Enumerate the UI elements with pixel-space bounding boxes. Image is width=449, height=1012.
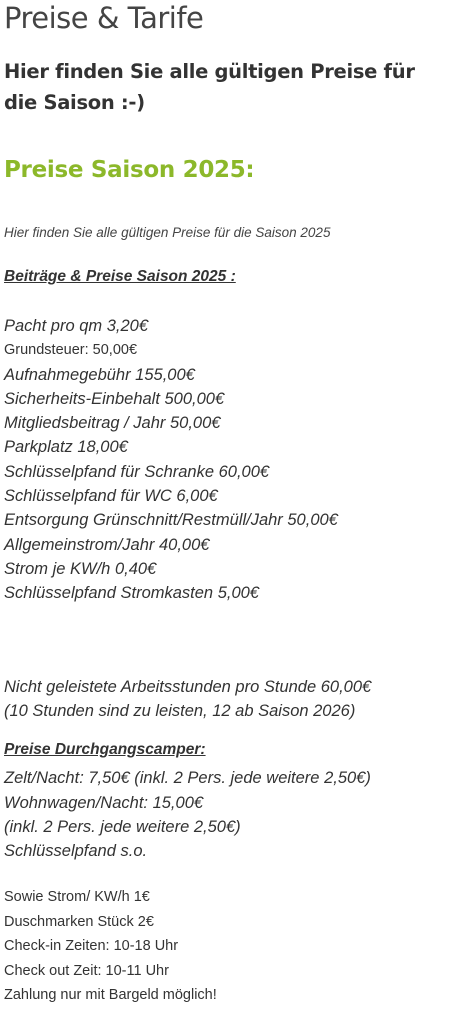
list-item: Allgemeinstrom/Jahr 40,00€ bbox=[4, 535, 210, 554]
fees-heading: Beiträge & Preise Saison 2025 : bbox=[4, 268, 236, 285]
work-hours-list bbox=[4, 675, 371, 724]
list-item: Zahlung nur mit Bargeld möglich! bbox=[4, 987, 217, 1003]
page-title: Preise & Tarife bbox=[4, 1, 204, 35]
list-item: (10 Stunden sind zu leisten, 12 ab Saison 2026) bbox=[4, 702, 356, 721]
list-item: Grundsteuer: 50,00€ bbox=[4, 342, 138, 359]
camper-extra-list bbox=[4, 885, 217, 1008]
list-item: Wohnwagen/Nacht: 15,00€ bbox=[4, 793, 204, 812]
list-item: Sicherheits-Einbehalt 500,00€ bbox=[4, 389, 225, 408]
camper-list bbox=[4, 742, 371, 863]
season-heading: Preise Saison 2025: bbox=[4, 157, 255, 183]
list-item: Aufnahmegebühr 155,00€ bbox=[4, 365, 195, 384]
list-item: Duschmarken Stück 2€ bbox=[4, 913, 154, 930]
list-item: Check out Zeit: 10-11 Uhr bbox=[4, 962, 169, 979]
list-item: Nicht geleistete Arbeitsstunden pro Stunde 60,00€ bbox=[4, 678, 372, 696]
list-item: Schlüsselpfand Stromkasten 5,00€ bbox=[4, 584, 259, 603]
list-item: Schlüsselpfand für Schranke 60,00€ bbox=[4, 462, 270, 481]
list-item: Strom je KW/h 0,40€ bbox=[4, 559, 157, 578]
list-item: Check-in Zeiten: 10-18 Uhr bbox=[4, 938, 179, 954]
lead-text: Hier finden Sie alle gültigen Preise für die Saison 2025 bbox=[4, 225, 331, 240]
intro-text: Hier finden Sie alle gültigen Preise für die Saison :-) bbox=[4, 60, 415, 114]
list-item: Schlüsselpfand für WC 6,00€ bbox=[4, 487, 218, 506]
list-item: (inkl. 2 Pers. jede weitere 2,50€) bbox=[4, 817, 241, 836]
camper-heading: Preise Durchgangscamper: bbox=[4, 741, 206, 758]
list-item: Zelt/Nacht: 7,50€ (inkl. 2 Pers. jede weitere 2,50€) bbox=[4, 769, 371, 788]
list-item: Mitgliedsbeitrag / Jahr 50,00€ bbox=[4, 414, 221, 433]
list-item: Entsorgung Grünschnitt/Restmüll/Jahr 50,00€ bbox=[4, 511, 338, 530]
list-item: Sowie Strom/ KW/h 1€ bbox=[4, 889, 150, 905]
list-item: Parkplatz 18,00€ bbox=[4, 438, 128, 457]
list-item: Schlüsselpfand s.o. bbox=[4, 842, 148, 861]
fees-list bbox=[4, 314, 338, 606]
list-item: Pacht pro qm 3,20€ bbox=[4, 317, 149, 335]
